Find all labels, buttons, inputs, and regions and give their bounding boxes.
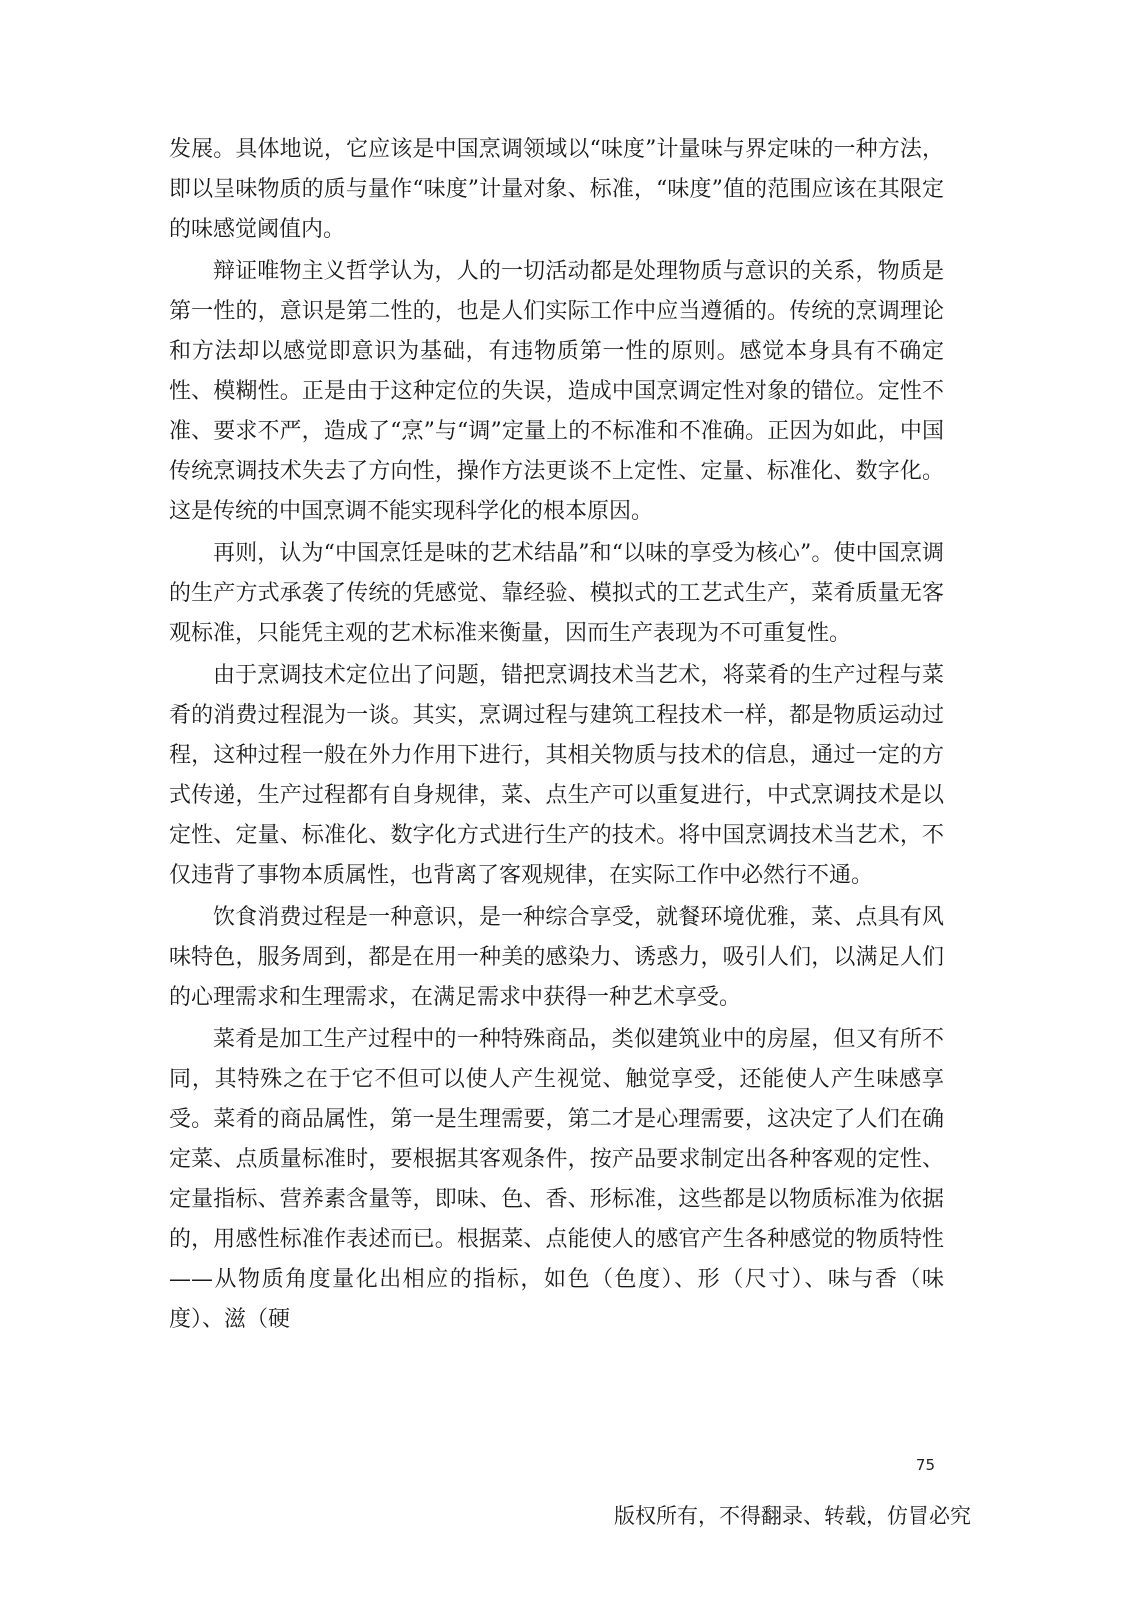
- document-body: [169, 130, 944, 1342]
- copyright-notice: 版权所有，不得翻录、转载，仿冒必究: [614, 1504, 971, 1528]
- paragraph: 饮食消费过程是一种意识，是一种综合享受，就餐环境优雅，菜、点具有风味特色，服务周到，都是在用一种美的感染力、诱惑力，吸引人们，以满足人们的心理需求和生理需求，在满足需求中获得一种艺术享受。: [169, 905, 944, 1010]
- paragraph: 由于烹调技术定位出了问题，错把烹调技术当艺术，将菜肴的生产过程与菜肴的消费过程混为一谈。其实，烹调过程与建筑工程技术一样，都是物质运动过程，这种过程一般在外力作用下进行，其相关物质与技术的信息，通过一定的方式传递，生产过程都有自身规律，菜、点生产可以重复进行，中式烹调技术是以定性、定量、标准化、数字化方式进行生产的技术。将中国烹调技术当艺术，不仅违背了事物本质属性，也背离了客观规律，在实际工作中必然行不通。: [169, 663, 944, 888]
- paragraph: 再则，认为“中国烹饪是味的艺术结晶”和“以味的享受为核心”。使中国烹调的生产方式承袭了传统的凭感觉、靠经验、模拟式的工艺式生产，菜肴质量无客观标准，只能凭主观的艺术标准来衡量，因而生产表现为不可重复性。: [169, 541, 944, 646]
- paragraph: 菜肴是加工生产过程中的一种特殊商品，类似建筑业中的房屋，但又有所不同，其特殊之在于它不但可以使人产生视觉、触觉享受，还能使人产生味感享受。菜肴的商品属性，第一是生理需要，第二才是心理需要，这决定了人们在确定菜、点质量标准时，要根据其客观条件，按产品要求制定出各种客观的定性、定量指标、营养素含量等，即味、色、香、形标准，这些都是以物质标准为依据的，用感性标准作表述而已。根据菜、点能使人的感官产生各种感觉的物质特性——从物质角度量化出相应的指标，如色（色度）、形（尺寸）、味与香（味度）、滋（硬: [169, 1027, 944, 1332]
- paragraph-continued: 发展。具体地说，它应该是中国烹调领域以“味度”计量味与界定味的一种方法，即以呈味物质的质与量作“味度”计量对象、标准，“味度”值的范围应该在其限定的味感觉阈值内。: [169, 137, 944, 242]
- paragraph: 辩证唯物主义哲学认为，人的一切活动都是处理物质与意识的关系，物质是第一性的，意识是第二性的，也是人们实际工作中应当遵循的。传统的烹调理论和方法却以感觉即意识为基础，有违物质第一性的原则。感觉本身具有不确定性、模糊性。正是由于这种定位的失误，造成中国烹调定性对象的错位。定性不准、要求不严，造成了“烹”与“调”定量上的不标准和不准确。正因为如此，中国传统烹调技术失去了方向性，操作方法更谈不上定性、定量、标准化、数字化。这是传统的中国烹调不能实现科学化的根本原因。: [169, 259, 944, 524]
- page-number: 75: [915, 1456, 935, 1474]
